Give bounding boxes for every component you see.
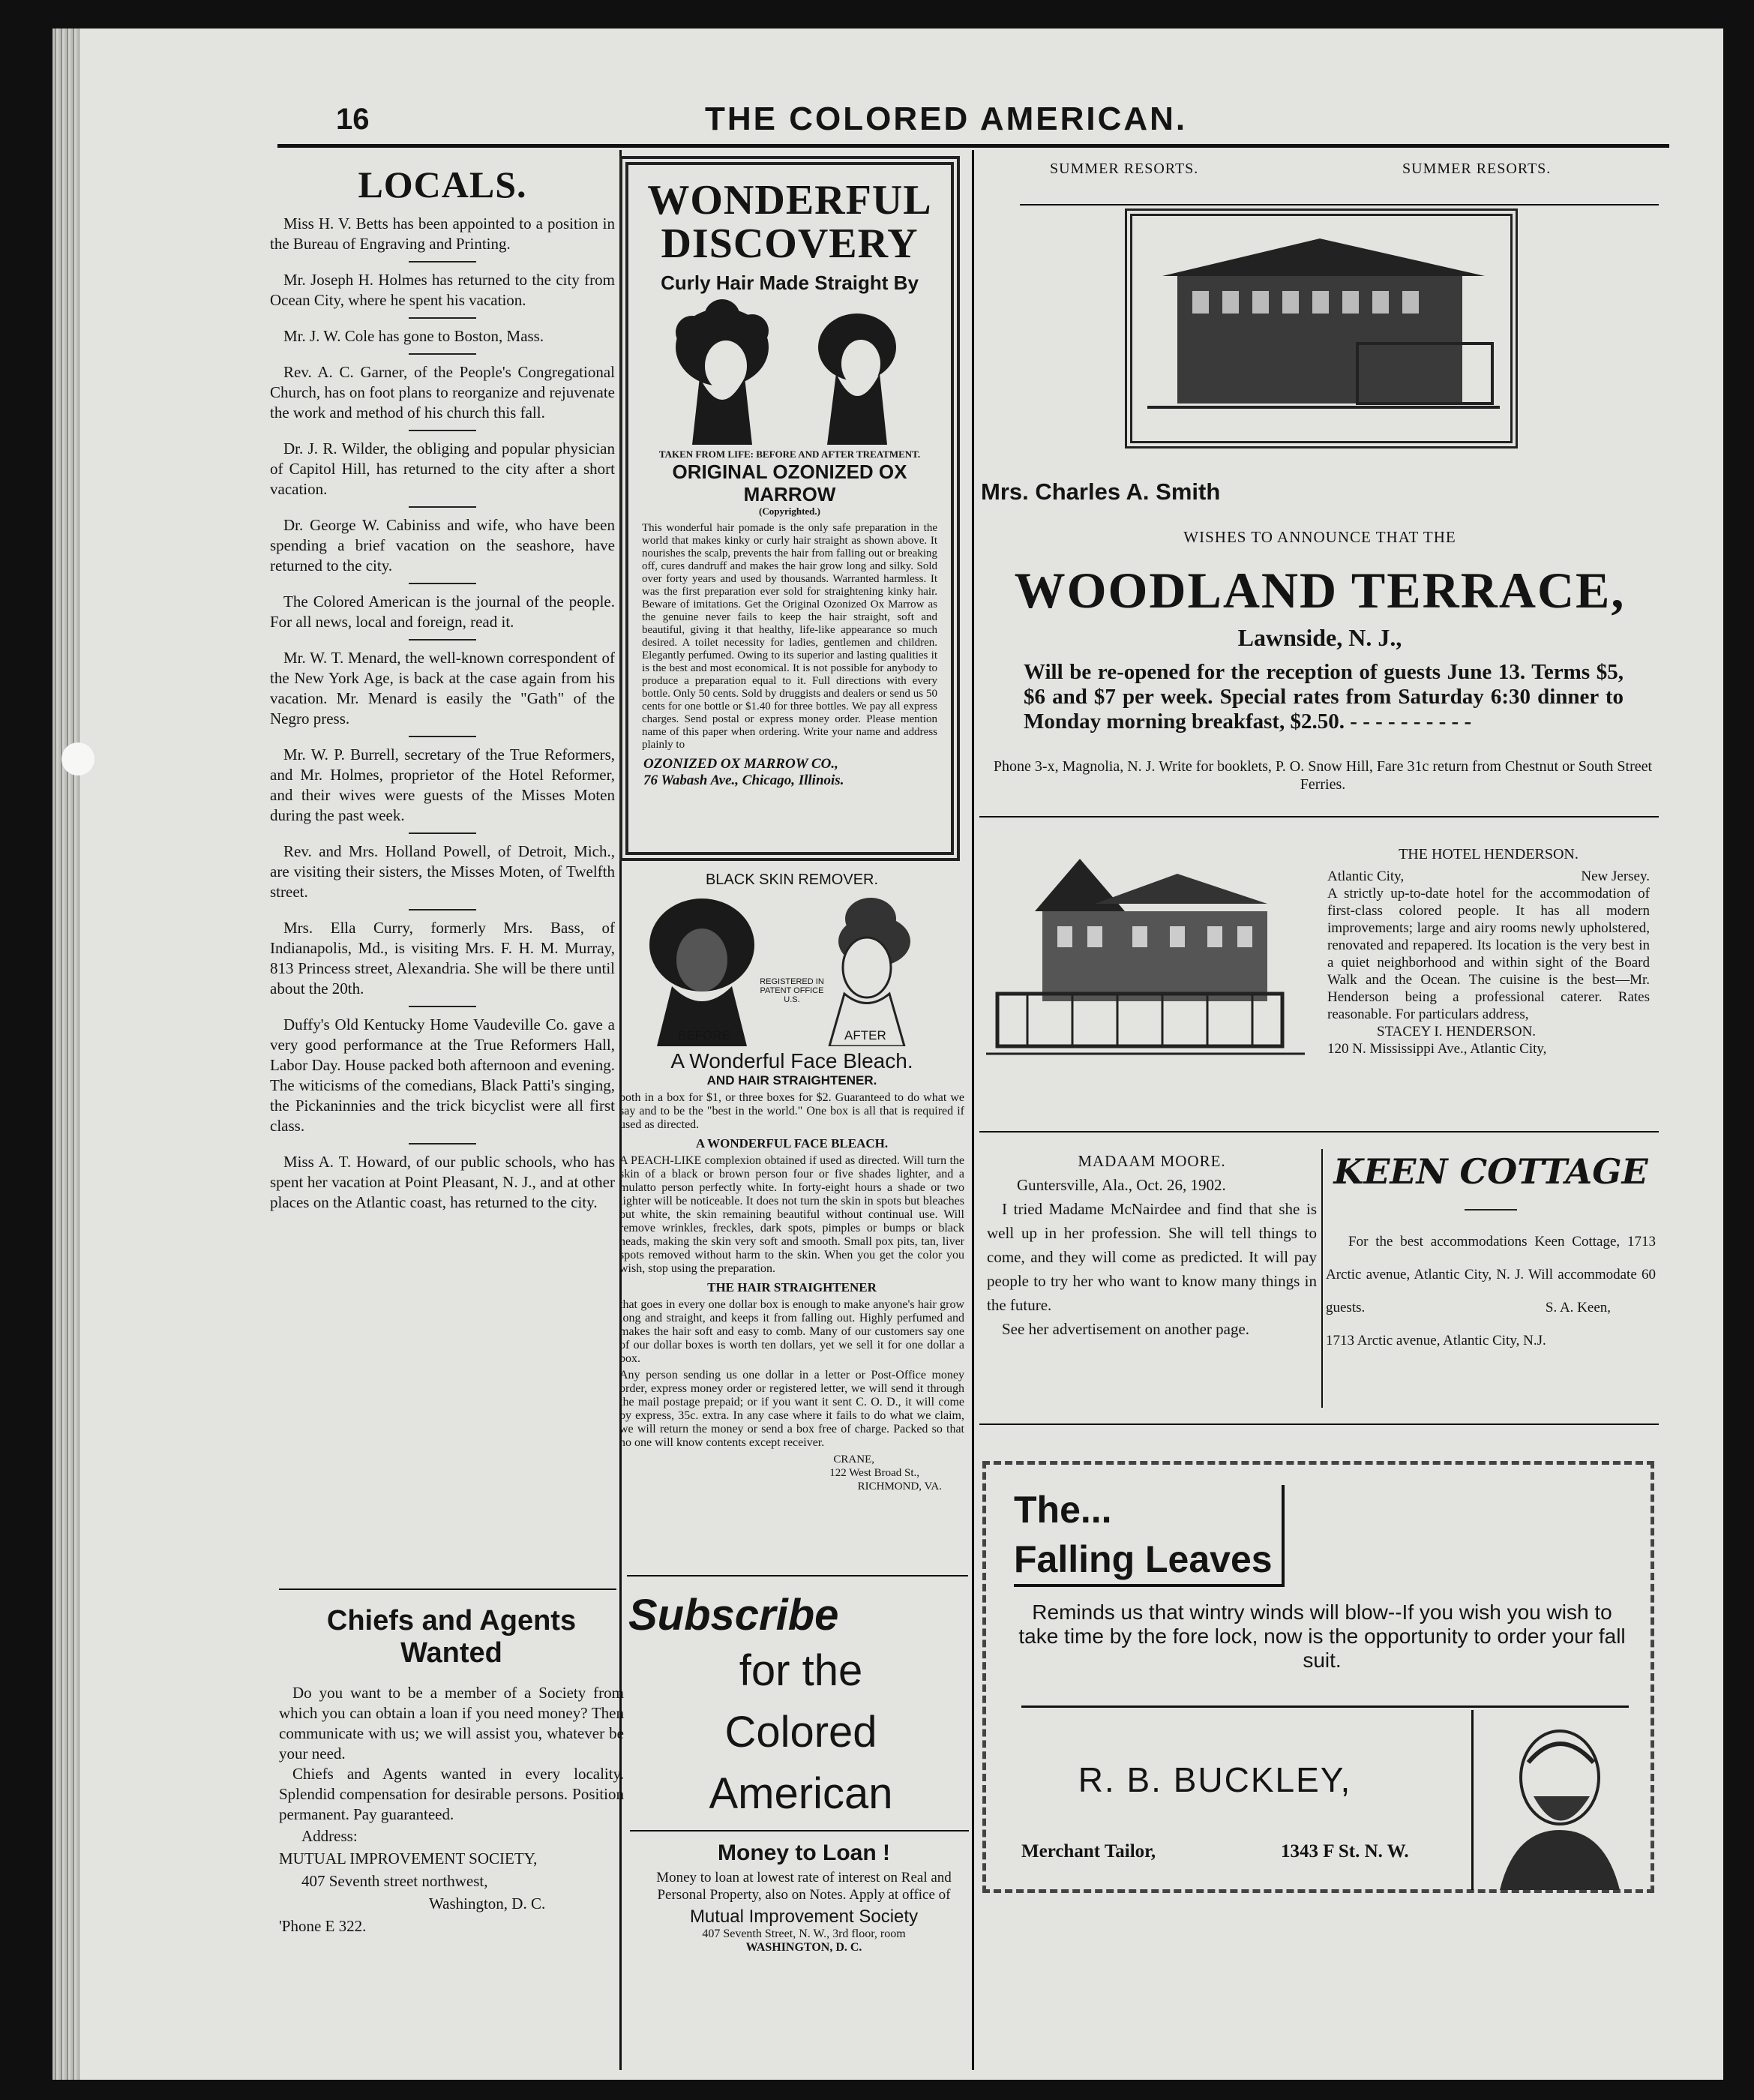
item-divider — [409, 261, 476, 262]
item-divider — [409, 353, 476, 355]
bleach-signer-city: RICHMOND, VA. — [857, 1480, 942, 1492]
local-item: Mrs. Ella Curry, formerly Mrs. Bass, of Indianapolis, Md., is visiting Mrs. F. H. M. Murray, 813 Princess street, Alexandria. She will be there until about the 20th. — [270, 919, 615, 998]
buckley-address: 1343 F St. N. W. — [1281, 1841, 1409, 1862]
agents-paragraph: Do you want to be a member of a Society from which you can obtain a loan if you need money? Then communicate with us; we will assist you, whatever be your need. — [279, 1684, 624, 1762]
bleach-headline: A Wonderful Face Bleach. — [670, 1049, 913, 1072]
bleach-after: AFTER — [844, 1028, 886, 1042]
woodland-details: Will be re-opened for the reception of guests June 13. Terms $5, $6 and $7 per week. Special rates from Saturday 6:30 dinner to Monday morning breakfast, $2.50. - - - - - - - - - - — [1024, 660, 1624, 734]
falling-leaves-body: Reminds us that wintry winds will blow--If you wish you wish to take time by the fore lock, now is the opportunity to order your fall suit. — [1018, 1600, 1626, 1672]
subscribe-ad — [628, 1590, 973, 1825]
subscribe-end-rule — [630, 1830, 969, 1832]
money-to-loan-ad — [631, 1840, 976, 1954]
subscribe-line-4: American — [709, 1769, 893, 1818]
woodland-hotel-illustration — [1125, 208, 1518, 448]
local-item: Rev. A. C. Garner, of the People's Congregational Church, has on foot plans to reorganize and rejuvenate the work and method of his church this fall. — [270, 363, 615, 422]
moore-title: MADAAM MOORE. — [1078, 1152, 1226, 1170]
moore-dateline: Guntersville, Ala., Oct. 26, 1902. — [1017, 1176, 1226, 1194]
falling-leaves-title — [1014, 1485, 1285, 1587]
ad-headline: WONDERFUL DISCOVERY — [647, 177, 932, 267]
local-item: Rev. and Mrs. Holland Powell, of Detroit, Mich., are visiting their sisters, the Misses Moten, of Twelfth street. — [270, 842, 615, 901]
loan-body: Money to loan at lowest rate of interest on Real and Personal Property, also on Notes. Apply at office of — [656, 1870, 952, 1903]
woodland-building-drawing — [1132, 216, 1510, 441]
henderson-hotel-illustration — [982, 844, 1312, 1069]
resorts-label-left: SUMMER RESORTS. — [1050, 160, 1199, 177]
order-body: Any person sending us one dollar in a letter or Post-Office money order, express money order or registered letter, we will send it through the mail postage prepaid; or if you want it sent C. O. D., it will come by express, 35c. extra. In any case where it fails to do what we claim, we will return the money or send a box free of charge. Packed so that no one will know contents except receiver. — [619, 1369, 964, 1449]
keen-title: KEEN COTTAGE — [1333, 1151, 1648, 1192]
straightener-body: that goes in every one dollar box is enough to make anyone's hair grow long and straight, and keeps it from falling out. Highly perfumed and makes the hair soft and easy to comb. Many of our customers say one of our dollar boxes is worth ten dollars, yet we sell it for one dollar a box. — [619, 1298, 964, 1365]
locals-end-rule — [279, 1588, 616, 1590]
keen-signer: S. A. Keen, — [1545, 1300, 1611, 1316]
bleach-portraits-svg — [619, 889, 964, 1046]
bleach-registered: REGISTERED IN PATENT OFFICE U.S. — [760, 977, 824, 1004]
resorts-rule — [1020, 204, 1659, 206]
agents-wanted-ad — [279, 1605, 624, 1937]
woodland-phone: Phone 3-x, Magnolia, N. J. Write for booklets, P. O. Snow Hill, Fare 31c return from Chestnut or South Street Ferries. — [993, 758, 1653, 793]
item-divider — [409, 832, 476, 834]
ad-product-name: ORIGINAL OZONIZED OX MARROW — [672, 460, 907, 506]
item-divider — [409, 1006, 476, 1007]
ox-marrow-ad — [619, 156, 960, 861]
agents-address-label: Address: — [301, 1827, 358, 1845]
woodland-location: Lawnside, N. J., — [1237, 624, 1402, 651]
henderson-signer: STACEY I. HENDERSON. — [1377, 1024, 1537, 1040]
agents-society: MUTUAL IMPROVEMENT SOCIETY, — [279, 1850, 538, 1868]
agents-paragraph: Chiefs and Agents wanted in every locality. Splendid compensation for desirable persons. Position permanent. Pay guaranteed. — [279, 1765, 624, 1823]
loan-city: WASHINGTON, D. C. — [745, 1941, 862, 1954]
woodland-end-rule — [979, 816, 1659, 818]
ad-caption: TAKEN FROM LIFE: BEFORE AND AFTER TREATMENT. — [658, 448, 921, 460]
page-number: 16 — [336, 103, 370, 136]
local-item: Miss H. V. Betts has been appointed to a position in the Bureau of Engraving and Printing. — [270, 214, 615, 253]
locals-title: LOCALS. — [358, 164, 527, 206]
ad-company-address: 76 Wabash Ave., Chicago, Illinois. — [643, 772, 844, 788]
agents-phone: 'Phone E 322. — [279, 1917, 367, 1935]
henderson-body: A strictly up-to-date hotel for the accommodation of first-class colored people. It has all modern improvements; large and airy rooms newly upholstered, renovated and repapered. Its location is the very best in a quiet neighborhood and within sight of the Board Walk and the Ocean. The cuisine is the best—Mr. Henderson being a professional caterer. Rates reasonable. For particulars address, — [1327, 886, 1650, 1022]
ad-body: This wonderful hair pomade is the only safe preparation in the world that makes kinky or curly hair straight as shown above. It nourishes the scalp, prevents the hair from falling out or breaking off, cures dandruff and makes the hair grow long and silky. Sold over forty years and used by thousands. Warranted harmless. It was the first preparation ever sold for straightening kinky hair. Beware of imitations. Get the Original Ozonized Ox Marrow as the genuine never fails to keep the hair straight, soft and beautiful, giving it that healthy, life-like appearance so much desired. A toilet necessity for ladies, gentlemen and children. Elegantly perfumed. Owing to its superior and lasting qualities it is the best and most economical. It is not possible for anybody to produce a preparation equal to it. Full directions with every bottle. Only 50 cents. Sold by druggists and dealers or send us 50 cents for one bottle or $1.40 for three bottles. We pay all express charges. Send postal or express money order. Please mention name of this paper when ordering. Write your name and address plainly to — [642, 522, 937, 751]
moore-note: See her advertisement on another page. — [1002, 1320, 1250, 1338]
henderson-end-rule — [979, 1131, 1659, 1132]
subscribe-line-2: for the — [739, 1646, 863, 1695]
buckley-portrait — [1470, 1718, 1636, 1890]
loan-address: 407 Seventh Street, N. W., 3rd floor, room — [702, 1928, 906, 1940]
resorts-header — [1050, 160, 1665, 178]
moore-keen-divider — [1321, 1149, 1323, 1408]
keen-cottage-ad — [1326, 1149, 1656, 1358]
locals-column — [270, 154, 615, 1213]
item-divider — [409, 639, 476, 640]
agents-title: Chiefs and Agents Wanted — [326, 1605, 577, 1669]
madam-moore-ad — [987, 1149, 1317, 1341]
masthead-title: THE COLORED AMERICAN. — [705, 100, 1188, 137]
buckley-portrait-drawing — [1470, 1718, 1636, 1890]
bleach-section-body: A PEACH-LIKE complexion obtained if used as directed. Will turn the skin of a black or brown person four or five shades lighter, and a mulatto person perfectly white. In forty-eight hours a shade or two lighter will be noticeable. It does not turn the skin in spots but bleaches out white, the skin remaining beautiful without continual use. Will remove wrinkles, freckles, dark spots, pimples or bumps or black heads, making the skin very soft and smooth. Small pox pits, tan, liver spots removed without harm to the skin. When you get the color you wish, stop using the preparation. — [619, 1154, 964, 1275]
bleach-section-head: A WONDERFUL FACE BLEACH. — [695, 1136, 889, 1150]
woodland-name: WOODLAND TERRACE, — [1014, 562, 1626, 619]
hotel-henderson-ad — [1327, 846, 1650, 1058]
buckley-name: R. B. BUCKLEY, — [1078, 1760, 1352, 1799]
local-item: Dr. George W. Cabiniss and wife, who have been spending a brief vacation on the seashore, have returned to the city. — [270, 516, 615, 574]
henderson-location — [1327, 868, 1650, 885]
item-divider — [409, 736, 476, 737]
loan-org: Mutual Improvement Society — [689, 1906, 919, 1927]
agents-street: 407 Seventh street northwest, — [301, 1872, 488, 1890]
item-divider — [409, 583, 476, 584]
item-divider — [409, 1143, 476, 1144]
henderson-building-drawing — [982, 844, 1312, 1069]
local-item: Mr. W. P. Burrell, secretary of the True Reformers, and Mr. Holmes, proprietor of the Hotel Reformer, and their wives were guests of the Misses Moten during the past week. — [270, 746, 615, 824]
bleach-subhead: AND HAIR STRAIGHTENER. — [706, 1073, 877, 1088]
item-divider — [409, 909, 476, 910]
bleach-end-rule — [627, 1575, 968, 1576]
agents-city: Washington, D. C. — [429, 1894, 546, 1912]
ad-subhead: Curly Hair Made Straight By — [661, 272, 919, 294]
local-item: The Colored American is the journal of the people. For all news, local and foreign, read it. — [270, 592, 615, 631]
buckley-trade-line — [1021, 1841, 1456, 1862]
bleach-signer-street: 122 West Broad St., — [829, 1467, 919, 1479]
henderson-address: 120 N. Mississippi Ave., Atlantic City, — [1327, 1041, 1547, 1057]
local-item: Miss A. T. Howard, of our public schools, who has spent her vacation at Point Pleasant, N. J., and at other places on the Atlantic coast, has returned to the city. — [270, 1153, 615, 1211]
moore-body: I tried Madame McNairdee and find that she is well up in her profession. She will tell things to come, and they will come as predicted. It will pay people to try her who want to know many things in the future. — [987, 1200, 1317, 1314]
face-bleach-ad — [619, 872, 964, 1493]
local-item: Duffy's Old Kentucky Home Vaudeville Co. gave a very good performance at the True Reformers Hall, Labor Day. House packed both afternoon and evening. The witicisms of the comedians, Black Patti's singing, the Pickaninnies and the trick bicyclist were all first class. — [270, 1016, 615, 1135]
local-item: Mr. Joseph H. Holmes has returned to the city from Ocean City, where he spent his vacation. — [270, 271, 615, 309]
keen-address: 1713 Arctic avenue, Atlantic City, N.J. — [1326, 1333, 1546, 1348]
keen-body: For the best accommodations Keen Cottage, 1713 Arctic avenue, Atlantic City, N. J. Will accommodate 60 guests. — [1326, 1234, 1656, 1316]
local-item: Dr. J. R. Wilder, the obliging and popular physician of Capitol Hill, has returned to the city after a short vacation. — [270, 440, 615, 498]
bleach-portraits — [619, 889, 964, 1046]
straightener-head: THE HAIR STRAIGHTENER — [707, 1280, 877, 1294]
keen-divider — [1465, 1209, 1517, 1210]
local-item: Mr. W. T. Menard, the well-known correspondent of the New York Age, is back at the case again from his vacation. Mr. Menard is easily the "Gath" of the Negro press. — [270, 649, 615, 728]
woodland-proprietor: Mrs. Charles A. Smith — [981, 478, 1221, 505]
buckley-rule — [1021, 1706, 1629, 1708]
keen-end-rule — [979, 1424, 1659, 1425]
item-divider — [409, 506, 476, 508]
henderson-title: THE HOTEL HENDERSON. — [1399, 846, 1579, 862]
page-stack-edge — [52, 28, 79, 2080]
woodland-announce: WISHES TO ANNOUNCE THAT THE — [1183, 528, 1456, 546]
item-divider — [409, 430, 476, 431]
binding-hole — [61, 742, 94, 776]
henderson-state: New Jersey. — [1581, 868, 1650, 884]
ad-company: OZONIZED OX MARROW CO., — [643, 756, 838, 772]
buckley-trade: Merchant Tailor, — [1021, 1841, 1156, 1862]
loan-title: Money to Loan ! — [718, 1840, 890, 1865]
henderson-city: Atlantic City, — [1327, 868, 1405, 884]
bleach-title: BLACK SKIN REMOVER. — [705, 872, 879, 888]
bleach-intro: both in a box for $1, or three boxes for $2. Guaranteed to do what we say and to be the "best in the world." One box is all that is required if used as directed. — [619, 1091, 964, 1131]
item-divider — [409, 317, 476, 319]
falling-leaves-line-2: Falling Leaves — [1014, 1538, 1273, 1580]
falling-leaves-line-1: The... — [1014, 1489, 1112, 1531]
subscribe-line-3: Colored — [724, 1708, 877, 1756]
local-item: Mr. J. W. Cole has gone to Boston, Mass. — [283, 327, 544, 345]
ad-copyright: (Copyrighted.) — [759, 506, 820, 517]
bleach-signer: CRANE, — [833, 1454, 874, 1466]
subscribe-line-1: Subscribe — [628, 1591, 839, 1640]
before-after-portraits — [640, 295, 940, 445]
bleach-before: BEFORE — [678, 1028, 730, 1042]
resorts-label-right: SUMMER RESORTS. — [1402, 160, 1552, 177]
header-rule — [277, 144, 1669, 148]
